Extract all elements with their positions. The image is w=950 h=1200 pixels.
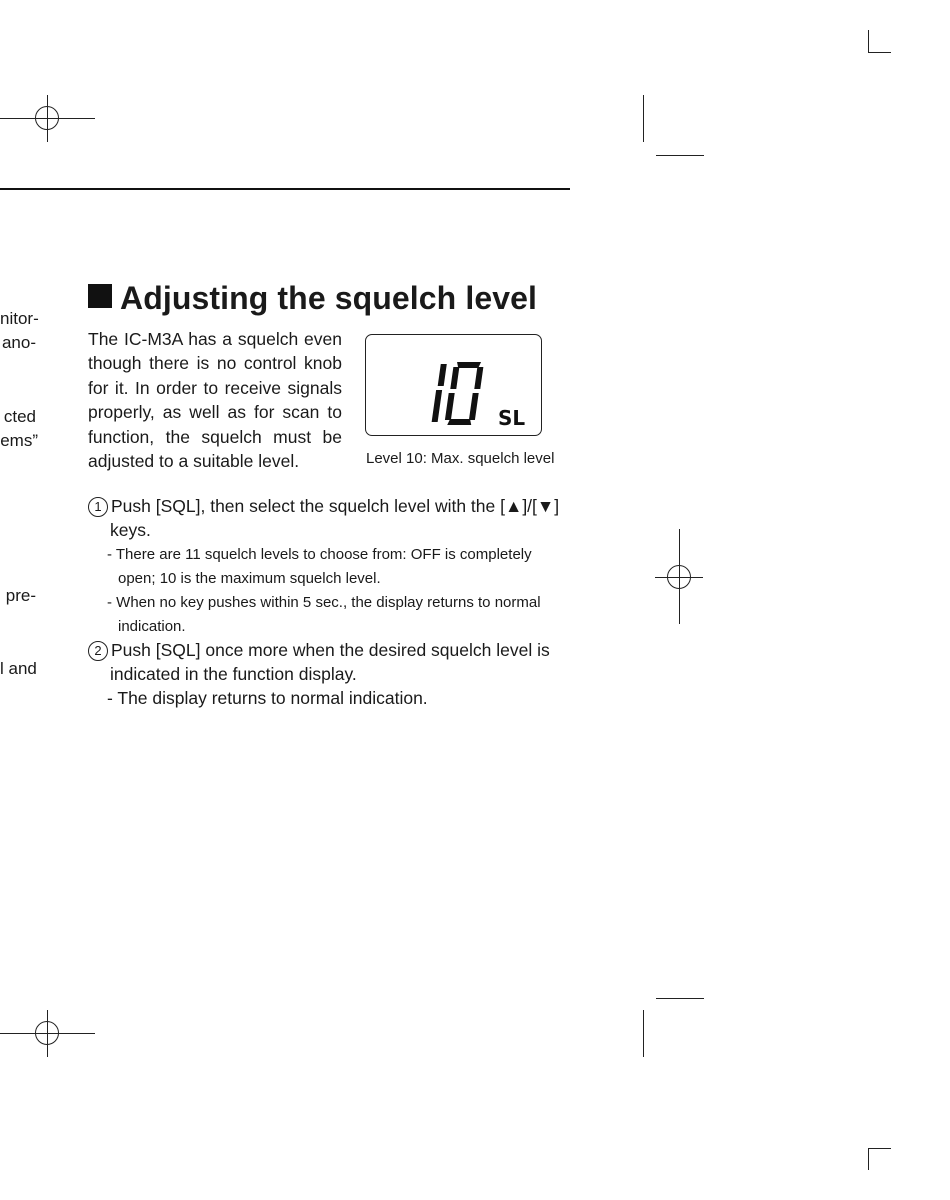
- registration-mark-circle: [35, 106, 59, 130]
- crop-mark: [643, 1010, 644, 1057]
- intro-line: for it. In order to receive signals: [88, 377, 342, 398]
- left-column-fragment: pre-: [5, 586, 36, 605]
- step-text: Push [SQL] once more when the desired squelch level is: [111, 640, 550, 660]
- intro-line: adjusted to a suitable level.: [88, 451, 300, 472]
- left-column-fragment: cted: [3, 407, 36, 426]
- registration-mark-circle: [667, 565, 691, 589]
- lcd-segment-graphic: [365, 334, 542, 436]
- registration-mark-circle: [35, 1021, 59, 1045]
- header-rule: [0, 188, 570, 190]
- step-text: ]: [554, 496, 560, 516]
- left-column-fragment: nitor-: [0, 309, 39, 328]
- step-1: [88, 494, 570, 518]
- left-column-fragment: ano-: [1, 333, 36, 352]
- step-continuation: indicated in the function display.: [110, 664, 357, 684]
- intro-paragraph: [88, 327, 342, 473]
- intro-line: properly, as well as for scan to: [88, 402, 342, 423]
- section-title: Adjusting the squelch level: [120, 280, 537, 316]
- crop-mark: [656, 998, 704, 999]
- intro-line: The IC-M3A has a squelch even: [88, 329, 342, 349]
- intro-line: function, the squelch must be: [88, 426, 342, 447]
- step-note-continuation: open; 10 is the maximum squelch level.: [118, 570, 381, 587]
- intro-line: though there is no control knob: [88, 353, 342, 374]
- figure-caption: Level 10: Max. squelch level: [366, 450, 555, 467]
- step-text: ]/[: [522, 496, 537, 516]
- step-number: 1: [88, 497, 108, 517]
- heading-square-marker: [88, 284, 112, 308]
- step-note-continuation: indication.: [118, 618, 186, 635]
- step-note: - There are 11 squelch levels to choose from: OFF is completely: [107, 546, 532, 563]
- lcd-indicator: SL: [497, 405, 525, 430]
- down-arrow-icon: ▼: [536, 496, 555, 516]
- section-heading: [88, 280, 537, 316]
- left-column-fragment: ems”: [0, 431, 38, 450]
- crop-mark: [868, 30, 869, 52]
- crop-mark: [868, 1148, 891, 1149]
- step-note: - The display returns to normal indication.: [107, 688, 428, 708]
- step-continuation: keys.: [110, 520, 151, 540]
- step-text: Push [SQL], then select the squelch level with the [: [111, 496, 505, 516]
- crop-mark: [643, 95, 644, 142]
- left-column-fragment: l and: [0, 659, 37, 678]
- crop-mark: [868, 52, 891, 53]
- step-note: - When no key pushes within 5 sec., the display returns to normal: [107, 594, 541, 611]
- step-2: [88, 638, 550, 662]
- up-arrow-icon: ▲: [504, 496, 523, 516]
- step-number: 2: [88, 641, 108, 661]
- lcd-display-illustration: [365, 334, 542, 436]
- crop-mark: [656, 155, 704, 156]
- crop-mark: [868, 1148, 869, 1170]
